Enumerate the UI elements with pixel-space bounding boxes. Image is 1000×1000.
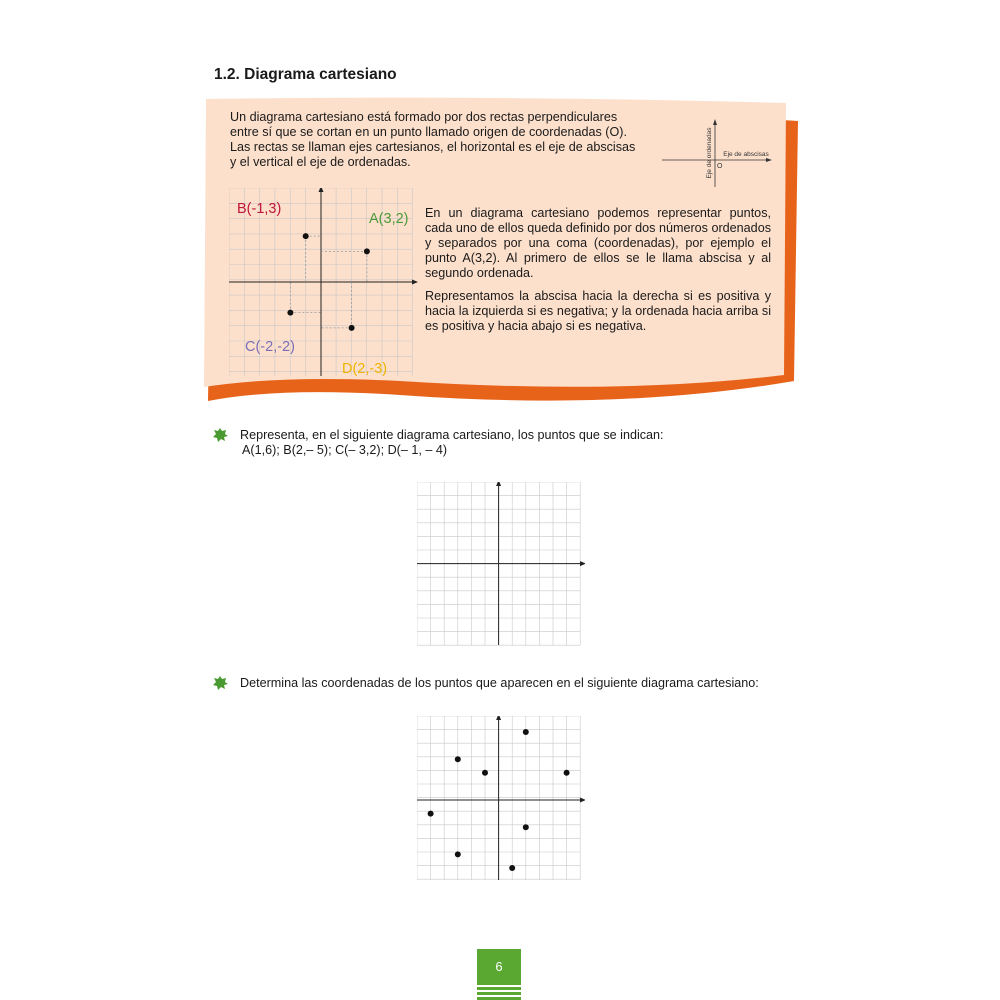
point-dot <box>455 851 461 857</box>
point-label: B(-1,3) <box>237 201 282 217</box>
axes-diagram-y-arrow <box>713 119 717 125</box>
intro-line: y el vertical el eje de ordenadas. <box>230 155 411 169</box>
example-plot <box>229 188 419 376</box>
intro-line: entre sí que se cortan en un punto llamado origen de coordenadas (O). <box>230 125 627 139</box>
leaf-bullet-icon <box>213 676 228 690</box>
point-dot <box>509 865 515 871</box>
intro-line: Las rectas se llaman ejes cartesianos, el horizontal es el eje de abscisas <box>230 140 636 154</box>
empty-grid <box>417 482 585 647</box>
intro-text <box>230 110 650 170</box>
intro-line: Un diagrama cartesiano está formado por dos rectas perpendiculares <box>230 110 618 124</box>
point-dot <box>303 233 309 239</box>
exercise-2-text: Determina las coordenadas de los puntos que aparecen en el siguiente diagrama cartesiano: <box>240 676 759 690</box>
leaf-bullet-icon <box>213 428 228 442</box>
point-label: D(2,-3) <box>342 361 388 376</box>
exercise-1-text: Representa, en el siguiente diagrama cartesiano, los puntos que se indican: <box>240 428 664 442</box>
point-dot <box>287 310 293 316</box>
point-dot <box>482 770 488 776</box>
exercise-1-points: A(1,6); B(2,– 5); C(– 3,2); D(– 1, – 4) <box>242 443 448 457</box>
axes-diagram-x-arrow <box>766 158 772 162</box>
section-title: 1.2. Diagrama cartesiano <box>214 66 397 83</box>
page-number: 6 <box>495 959 503 974</box>
point-dot <box>523 824 529 830</box>
point-label: C(-2,-2) <box>245 339 295 355</box>
page-number-box <box>477 949 521 1000</box>
point-dot <box>364 248 370 254</box>
explanation-paragraph: En un diagrama cartesiano podemos representar puntos, cada uno de ellos queda definido por dos números ordenados y separados por una coma (coordenadas), por ejemplo el punto A(3,2). Al primero de ellos se le llama abscisa y al segundo ordenada. <box>425 206 771 280</box>
axes-diagram-x-label: Eje de abscisas <box>723 151 769 158</box>
y-axis-arrow <box>496 482 501 486</box>
explanation-text <box>425 206 771 342</box>
y-axis-arrow <box>319 188 324 192</box>
page-stripe <box>477 990 521 992</box>
x-axis-arrow <box>580 561 585 566</box>
x-axis-arrow <box>412 280 418 285</box>
page-stripe <box>477 995 521 997</box>
point-dot <box>564 770 570 776</box>
axes-diagram-origin: O <box>717 163 723 170</box>
axes-diagram <box>660 115 775 190</box>
point-dot <box>349 325 355 331</box>
points-grid <box>417 716 585 882</box>
point-label: A(3,2) <box>369 211 409 227</box>
point-dot <box>428 811 434 817</box>
point-dot <box>523 729 529 735</box>
explanation-paragraph: Representamos la abscisa hacia la derecha si es positiva y hacia la izquierda si es negativa; y la ordenada hacia arriba si es positiva y hacia abajo si es negativa. <box>425 289 771 333</box>
y-axis-arrow <box>496 716 501 720</box>
x-axis-arrow <box>580 798 585 803</box>
page-stripe <box>477 985 521 987</box>
axes-diagram-y-label: Eje de ordenadas <box>706 127 713 179</box>
point-dot <box>455 756 461 762</box>
